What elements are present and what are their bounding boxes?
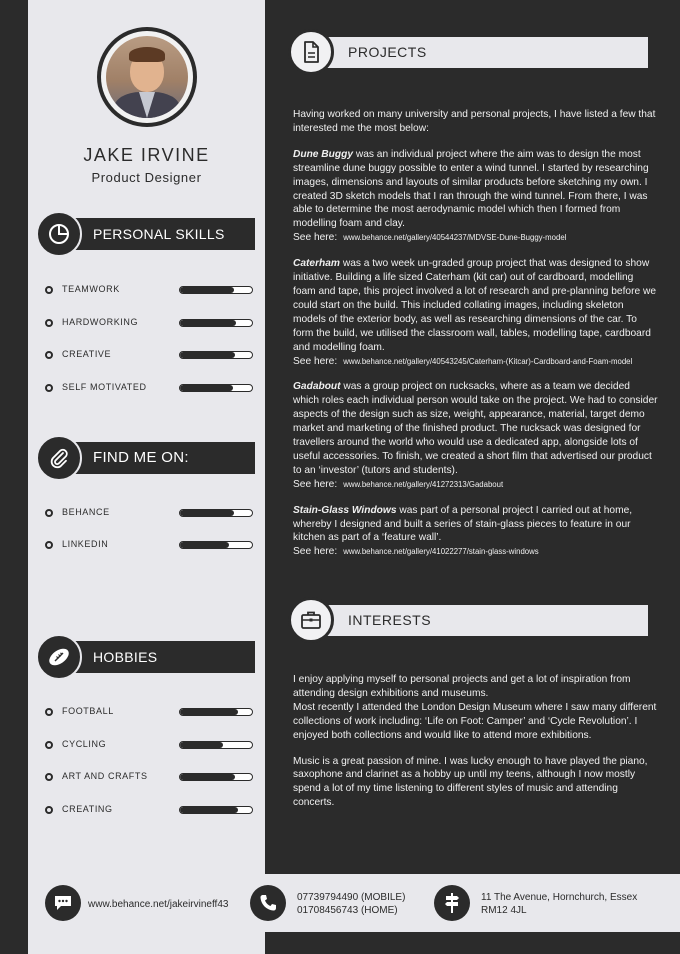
personal-skills-header	[36, 211, 255, 257]
interests-paragraph-2: Most recently I attended the London Design Museum where I saw many different collections of work including: ‘Life on Foot: Camper’ and ‘Cycle Revolution’. I enjoyed both collections and would like to attend more exhibitions.	[293, 701, 657, 741]
see-here-label: See here:	[293, 232, 338, 244]
skill-item-level-bar	[179, 384, 253, 392]
projects-header	[288, 29, 648, 75]
project-body: was a two week un-graded group project that was designed to show initiative. Building a life sized Caterham (kit car) out of cardboard, modelling foam and tape, this project involved a lot of research and pre-planning before we could start on the build. This included collating images, including skeleton models of the exterior body, as well as researching dimensions of the car. To form the build, we utilised the classroom wall, tables, modelling tape, cardboard and modelling foam.	[293, 258, 657, 353]
bullet-icon	[45, 773, 53, 781]
hobbies-header	[36, 634, 255, 680]
profile-photo	[106, 36, 188, 118]
see-here-label: See here:	[293, 355, 338, 367]
phone-mobile[interactable]: 07739794490 (MOBILE)	[297, 892, 406, 903]
hobby-item-label: FOOTBALL	[62, 706, 114, 716]
address-line-1: 11 The Avenue, Hornchurch, Essex	[481, 892, 638, 903]
pie-chart-icon	[36, 211, 82, 257]
hobby-item-level-bar	[179, 806, 253, 814]
hobby-item-level-bar	[179, 773, 253, 781]
profile-role: Product Designer	[91, 170, 202, 185]
profile-name: JAKE IRVINE	[83, 145, 210, 165]
level-fill	[180, 742, 223, 748]
see-here-label: See here:	[293, 478, 338, 490]
bullet-icon	[45, 286, 53, 294]
level-fill	[180, 510, 234, 516]
skill-item-label: HARDWORKING	[62, 316, 139, 327]
hobby-item-label: CYCLING	[62, 738, 107, 749]
website-link[interactable]: www.behance.net/jakeirvineff43	[88, 899, 229, 910]
skill-item	[44, 380, 256, 396]
project-body: was an individual project where the aim was to design the most streamline dune buggy possible to enter a wind tunnel. I started by researching images, dimensions and layouts of similar products before sketching my own. I created 3D sketch models that I ran through the wind tunnel. From there, I was able to determine the most aerodynamic model which then I formed from modelling foam and clay.	[293, 148, 649, 230]
skill-item-label: CREATIVE	[62, 349, 112, 359]
bullet-icon	[45, 319, 53, 327]
level-fill	[180, 542, 229, 548]
hobby-item	[44, 802, 256, 818]
hobby-item-level-bar	[179, 708, 253, 716]
paperclip-icon	[36, 435, 82, 481]
project-description	[293, 257, 658, 354]
briefcase-icon	[288, 597, 334, 643]
level-fill	[180, 709, 238, 715]
skill-item-level-bar	[179, 319, 253, 327]
bullet-icon	[45, 741, 53, 749]
bullet-icon	[45, 541, 53, 549]
project-url-link[interactable]: www.behance.net/gallery/40543245/Caterham-(Kitcar)-Cardboard-and-Foam-model	[343, 356, 633, 366]
project-title: Gadabout	[293, 381, 341, 393]
bullet-icon	[45, 708, 53, 716]
link-item	[44, 537, 256, 553]
projects-intro: Having worked on many university and personal projects, I have listed a few that interested me the most below:	[293, 109, 656, 134]
link-item-label: BEHANCE	[62, 507, 110, 517]
skill-item	[44, 315, 256, 331]
skill-item-level-bar	[179, 286, 253, 294]
interests-section	[293, 673, 658, 810]
level-fill	[180, 385, 233, 391]
project-description	[293, 148, 658, 231]
phone-home[interactable]: 01708456743 (HOME)	[297, 905, 398, 916]
project-link-row	[293, 231, 658, 245]
link-item-level-bar	[179, 509, 253, 517]
project-title: Dune Buggy	[293, 148, 353, 160]
project-link-row	[293, 478, 658, 492]
link-item-label: LINKEDIN	[62, 539, 109, 549]
football-icon	[36, 634, 82, 680]
projects-section	[293, 108, 658, 559]
project-url-link[interactable]: www.behance.net/gallery/41272313/Gadabout	[343, 479, 504, 489]
document-icon	[288, 29, 334, 75]
bullet-icon	[45, 351, 53, 359]
personal-skills-title: PERSONAL SKILLS	[56, 218, 255, 250]
link-item-level-bar	[179, 541, 253, 549]
project-link-row	[293, 355, 658, 369]
project-link-row	[293, 545, 658, 559]
skill-item	[44, 282, 256, 298]
bullet-icon	[45, 509, 53, 517]
level-fill	[180, 287, 234, 293]
find-me-on-header	[36, 435, 255, 481]
contact-footer	[28, 874, 680, 932]
project-description	[293, 380, 658, 477]
hobby-item	[44, 704, 256, 720]
signpost-icon	[434, 885, 470, 921]
project-title: Caterham	[293, 258, 340, 270]
avatar	[97, 27, 197, 127]
interests-paragraph-3: Music is a great passion of mine. I was lucky enough to have played the piano, saxophone and clarinet as a hobby up until my teens, although I now mostly spend a lot of my time listening to different styles of music and attending concerts.	[293, 755, 648, 809]
level-fill	[180, 774, 235, 780]
project-item	[293, 257, 658, 368]
phone-icon	[250, 885, 286, 921]
speech-bubble-icon	[45, 885, 81, 921]
link-item	[44, 505, 256, 521]
hobby-item	[44, 737, 256, 753]
project-item	[293, 504, 658, 560]
project-body: was part of a personal project I carried out at home, whereby I designed and built a series of stain-glass pieces to feature in our kitchen as part of a ‘feature wall’.	[293, 504, 633, 544]
address	[481, 891, 637, 917]
project-title: Stain-Glass Windows	[293, 504, 397, 516]
find-me-on-title: FIND ME ON:	[56, 442, 255, 474]
see-here-label: See here:	[293, 546, 338, 558]
project-item	[293, 380, 658, 491]
level-fill	[180, 807, 238, 813]
level-fill	[180, 352, 235, 358]
project-item	[293, 148, 658, 245]
skill-item	[44, 347, 256, 363]
level-fill	[180, 320, 236, 326]
skill-item-label: SELF MOTIVATED	[62, 381, 147, 392]
address-line-2: RM12 4JL	[481, 905, 527, 916]
hobbies-title: HOBBIES	[56, 641, 255, 673]
project-url-link[interactable]: www.behance.net/gallery/41022277/stain-glass-windows	[343, 547, 539, 557]
bullet-icon	[45, 806, 53, 814]
bullet-icon	[45, 384, 53, 392]
hobby-item-label: CREATING	[62, 803, 113, 814]
project-body: was a group project on rucksacks, where as a team we decided which roles each individual person would take on the project. We had to consider aspects of the design such as size, weight, appearance, material, target demo market and marketing of the finished product. The rucksack was designed for travellers around the world who would use a dedicated app, alongside lots of useful accessories. To finish, we created a short film that advertised our product to an ‘investor’ (tutors and students).	[293, 381, 658, 476]
interests-paragraph-1: I enjoy applying myself to personal projects and get a lot of inspiration from attending design exhibitions and museums.	[293, 674, 631, 699]
interests-header	[288, 597, 648, 643]
projects-title: PROJECTS	[310, 37, 648, 68]
skill-item-level-bar	[179, 351, 253, 359]
project-description	[293, 504, 658, 546]
hobby-item-label: ART AND CRAFTS	[62, 771, 148, 781]
skill-item-label: TEAMWORK	[62, 284, 120, 294]
hobby-item-level-bar	[179, 741, 253, 749]
interests-title: INTERESTS	[310, 605, 648, 636]
hobby-item	[44, 769, 256, 785]
project-url-link[interactable]: www.behance.net/gallery/40544237/MDVSE-Dune-Buggy-model	[343, 233, 567, 243]
phone-numbers	[297, 891, 405, 917]
